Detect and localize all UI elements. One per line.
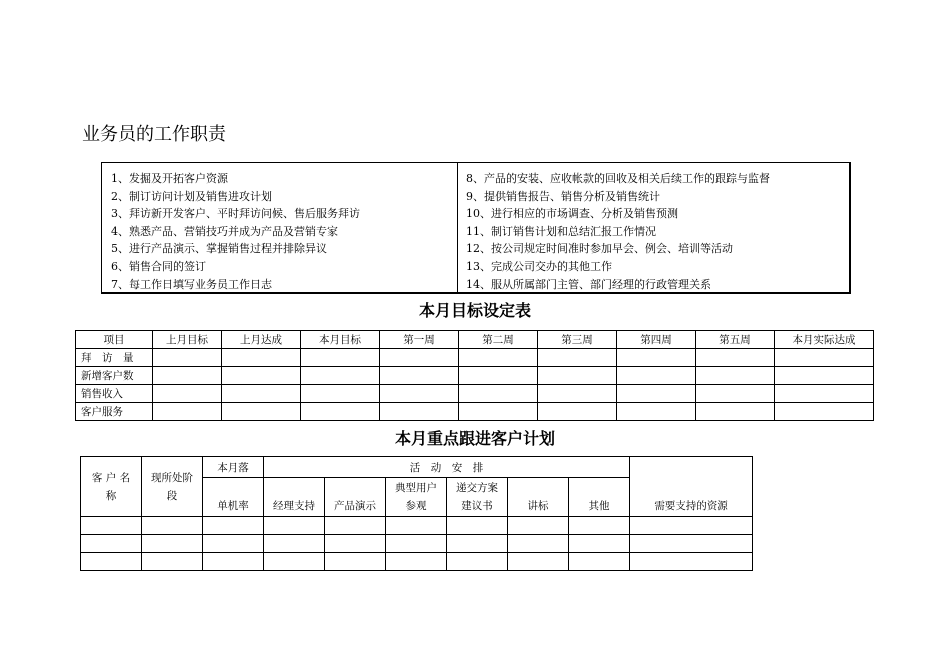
column-header: 项目: [76, 331, 153, 349]
table-row: [76, 385, 874, 403]
duty-item: 6、销售合同的签订: [111, 259, 206, 273]
table-cell[interactable]: [142, 535, 203, 553]
table-cell[interactable]: [775, 385, 874, 403]
table-cell[interactable]: [775, 403, 874, 421]
row-label: 新增客户数: [76, 367, 153, 385]
table-cell[interactable]: [386, 535, 447, 553]
activity-column-header: 其他: [569, 478, 630, 517]
table-cell[interactable]: [630, 553, 753, 571]
duties-right-column: [458, 163, 849, 292]
table-cell[interactable]: [538, 385, 617, 403]
table-cell[interactable]: [153, 385, 222, 403]
table-cell[interactable]: [696, 349, 775, 367]
table-cell[interactable]: [264, 535, 325, 553]
table-row: [76, 349, 874, 367]
duty-item: 4、熟悉产品、营销技巧并成为产品及营销专家: [111, 224, 338, 238]
column-header: 本月实际达成: [775, 331, 874, 349]
table-cell[interactable]: [264, 553, 325, 571]
activity-header: 活 动 安 排: [264, 457, 630, 478]
activity-column-header: 产品演示: [325, 478, 386, 517]
table-cell[interactable]: [696, 385, 775, 403]
table-row: [76, 403, 874, 421]
rate-header-bottom: 单机率: [203, 478, 264, 517]
table-cell[interactable]: [617, 403, 696, 421]
table-cell[interactable]: [222, 403, 301, 421]
table-cell[interactable]: [508, 535, 569, 553]
column-header: 第二周: [459, 331, 538, 349]
column-header: 第四周: [617, 331, 696, 349]
table-cell[interactable]: [459, 349, 538, 367]
table-cell[interactable]: [81, 517, 142, 535]
table-cell[interactable]: [538, 349, 617, 367]
duty-item: 8、产品的安装、应收帐款的回收及相关后续工作的跟踪与监督: [466, 172, 770, 185]
table-cell[interactable]: [380, 349, 459, 367]
table-cell[interactable]: [508, 553, 569, 571]
table-cell[interactable]: [142, 553, 203, 571]
table-cell[interactable]: [569, 517, 630, 535]
table-cell[interactable]: [386, 517, 447, 535]
resources-header: 需要支持的资源: [630, 457, 753, 517]
table-cell[interactable]: [222, 385, 301, 403]
table-cell[interactable]: [447, 535, 508, 553]
table-cell[interactable]: [203, 517, 264, 535]
table-cell[interactable]: [203, 553, 264, 571]
activity-column-header: 递交方案 建议书: [447, 478, 508, 517]
row-label: 销售收入: [76, 385, 153, 403]
table-cell[interactable]: [142, 517, 203, 535]
column-header: 上月目标: [153, 331, 222, 349]
table-cell[interactable]: [81, 553, 142, 571]
table-cell[interactable]: [696, 367, 775, 385]
duty-item: 7、每工作日填写业务员工作日志: [111, 277, 272, 291]
duty-item: 14、服从所属部门主管、部门经理的行政管理关系: [466, 277, 711, 291]
table-cell[interactable]: [617, 367, 696, 385]
table-row: [81, 517, 753, 535]
plan-table-title: 本月重点跟进客户计划: [394, 429, 555, 448]
column-header: 第五周: [696, 331, 775, 349]
table-cell[interactable]: [696, 403, 775, 421]
table-cell[interactable]: [153, 403, 222, 421]
table-cell[interactable]: [775, 349, 874, 367]
table-cell[interactable]: [459, 403, 538, 421]
table-cell[interactable]: [380, 367, 459, 385]
table-cell[interactable]: [538, 403, 617, 421]
duty-item: 10、进行相应的市场调查、分析及销售预测: [466, 207, 678, 221]
table-cell[interactable]: [203, 535, 264, 553]
activity-column-header: 典型用户 参观: [386, 478, 447, 517]
table-cell[interactable]: [569, 535, 630, 553]
table-cell[interactable]: [380, 385, 459, 403]
column-header: 本月目标: [301, 331, 380, 349]
table-cell[interactable]: [301, 403, 380, 421]
duty-item: 12、按公司规定时间准时参加早会、例会、培训等活动: [466, 242, 733, 256]
table-cell[interactable]: [447, 517, 508, 535]
table-cell[interactable]: [617, 349, 696, 367]
row-label: 拜 访 量: [76, 349, 153, 367]
table-row: [81, 535, 753, 553]
column-header: 上月达成: [222, 331, 301, 349]
table-cell[interactable]: [459, 367, 538, 385]
duty-item: 9、提供销售报告、销售分析及销售统计: [466, 189, 660, 203]
table-cell[interactable]: [264, 517, 325, 535]
table-cell[interactable]: [617, 385, 696, 403]
table-cell[interactable]: [569, 553, 630, 571]
customer-name-header: 客 户 名 称: [81, 457, 142, 517]
table-cell[interactable]: [386, 553, 447, 571]
table-cell[interactable]: [508, 517, 569, 535]
row-label: 客户服务: [76, 403, 153, 421]
table-cell[interactable]: [153, 367, 222, 385]
table-cell[interactable]: [459, 385, 538, 403]
table-cell[interactable]: [222, 367, 301, 385]
table-cell[interactable]: [630, 535, 753, 553]
table-row: [81, 553, 753, 571]
duties-left-column: [102, 163, 458, 292]
table-cell[interactable]: [301, 367, 380, 385]
table-cell[interactable]: [538, 367, 617, 385]
target-table-title: 本月目标设定表: [418, 301, 531, 320]
table-row: [76, 367, 874, 385]
duty-item: 5、进行产品演示、掌握销售过程并排除异议: [111, 242, 327, 256]
duty-item: 3、拜访新开发客户、平时拜访问候、售后服务拜访: [111, 207, 360, 221]
table-cell[interactable]: [222, 349, 301, 367]
table-cell[interactable]: [301, 349, 380, 367]
column-header: 第一周: [380, 331, 459, 349]
stage-header: 现所处阶 段: [142, 457, 203, 517]
table-cell[interactable]: [630, 517, 753, 535]
duty-item: 2、制订访问计划及销售进攻计划: [111, 189, 272, 203]
table-cell[interactable]: [325, 535, 386, 553]
table-cell[interactable]: [447, 553, 508, 571]
target-table: [75, 330, 874, 421]
table-cell[interactable]: [325, 517, 386, 535]
customer-plan-table: [80, 456, 753, 571]
plan-header-row: [81, 457, 753, 478]
table-cell[interactable]: [301, 385, 380, 403]
activity-column-header: 讲标: [508, 478, 569, 517]
table-cell[interactable]: [775, 367, 874, 385]
page-title: 业务员的工作职责: [82, 124, 226, 145]
column-header: 第三周: [538, 331, 617, 349]
activity-column-header: 经理支持: [264, 478, 325, 517]
duty-item: 11、制订销售计划和总结汇报工作情况: [466, 224, 656, 238]
duty-item: 1、发掘及开拓客户资源: [111, 172, 228, 185]
table-cell[interactable]: [380, 403, 459, 421]
target-header-row: [76, 331, 874, 349]
table-cell[interactable]: [153, 349, 222, 367]
table-cell[interactable]: [325, 553, 386, 571]
table-cell[interactable]: [81, 535, 142, 553]
duties-box: [101, 162, 851, 294]
duty-item: 13、完成公司交办的其他工作: [466, 259, 612, 273]
rate-header-top: 本月落: [203, 457, 264, 478]
